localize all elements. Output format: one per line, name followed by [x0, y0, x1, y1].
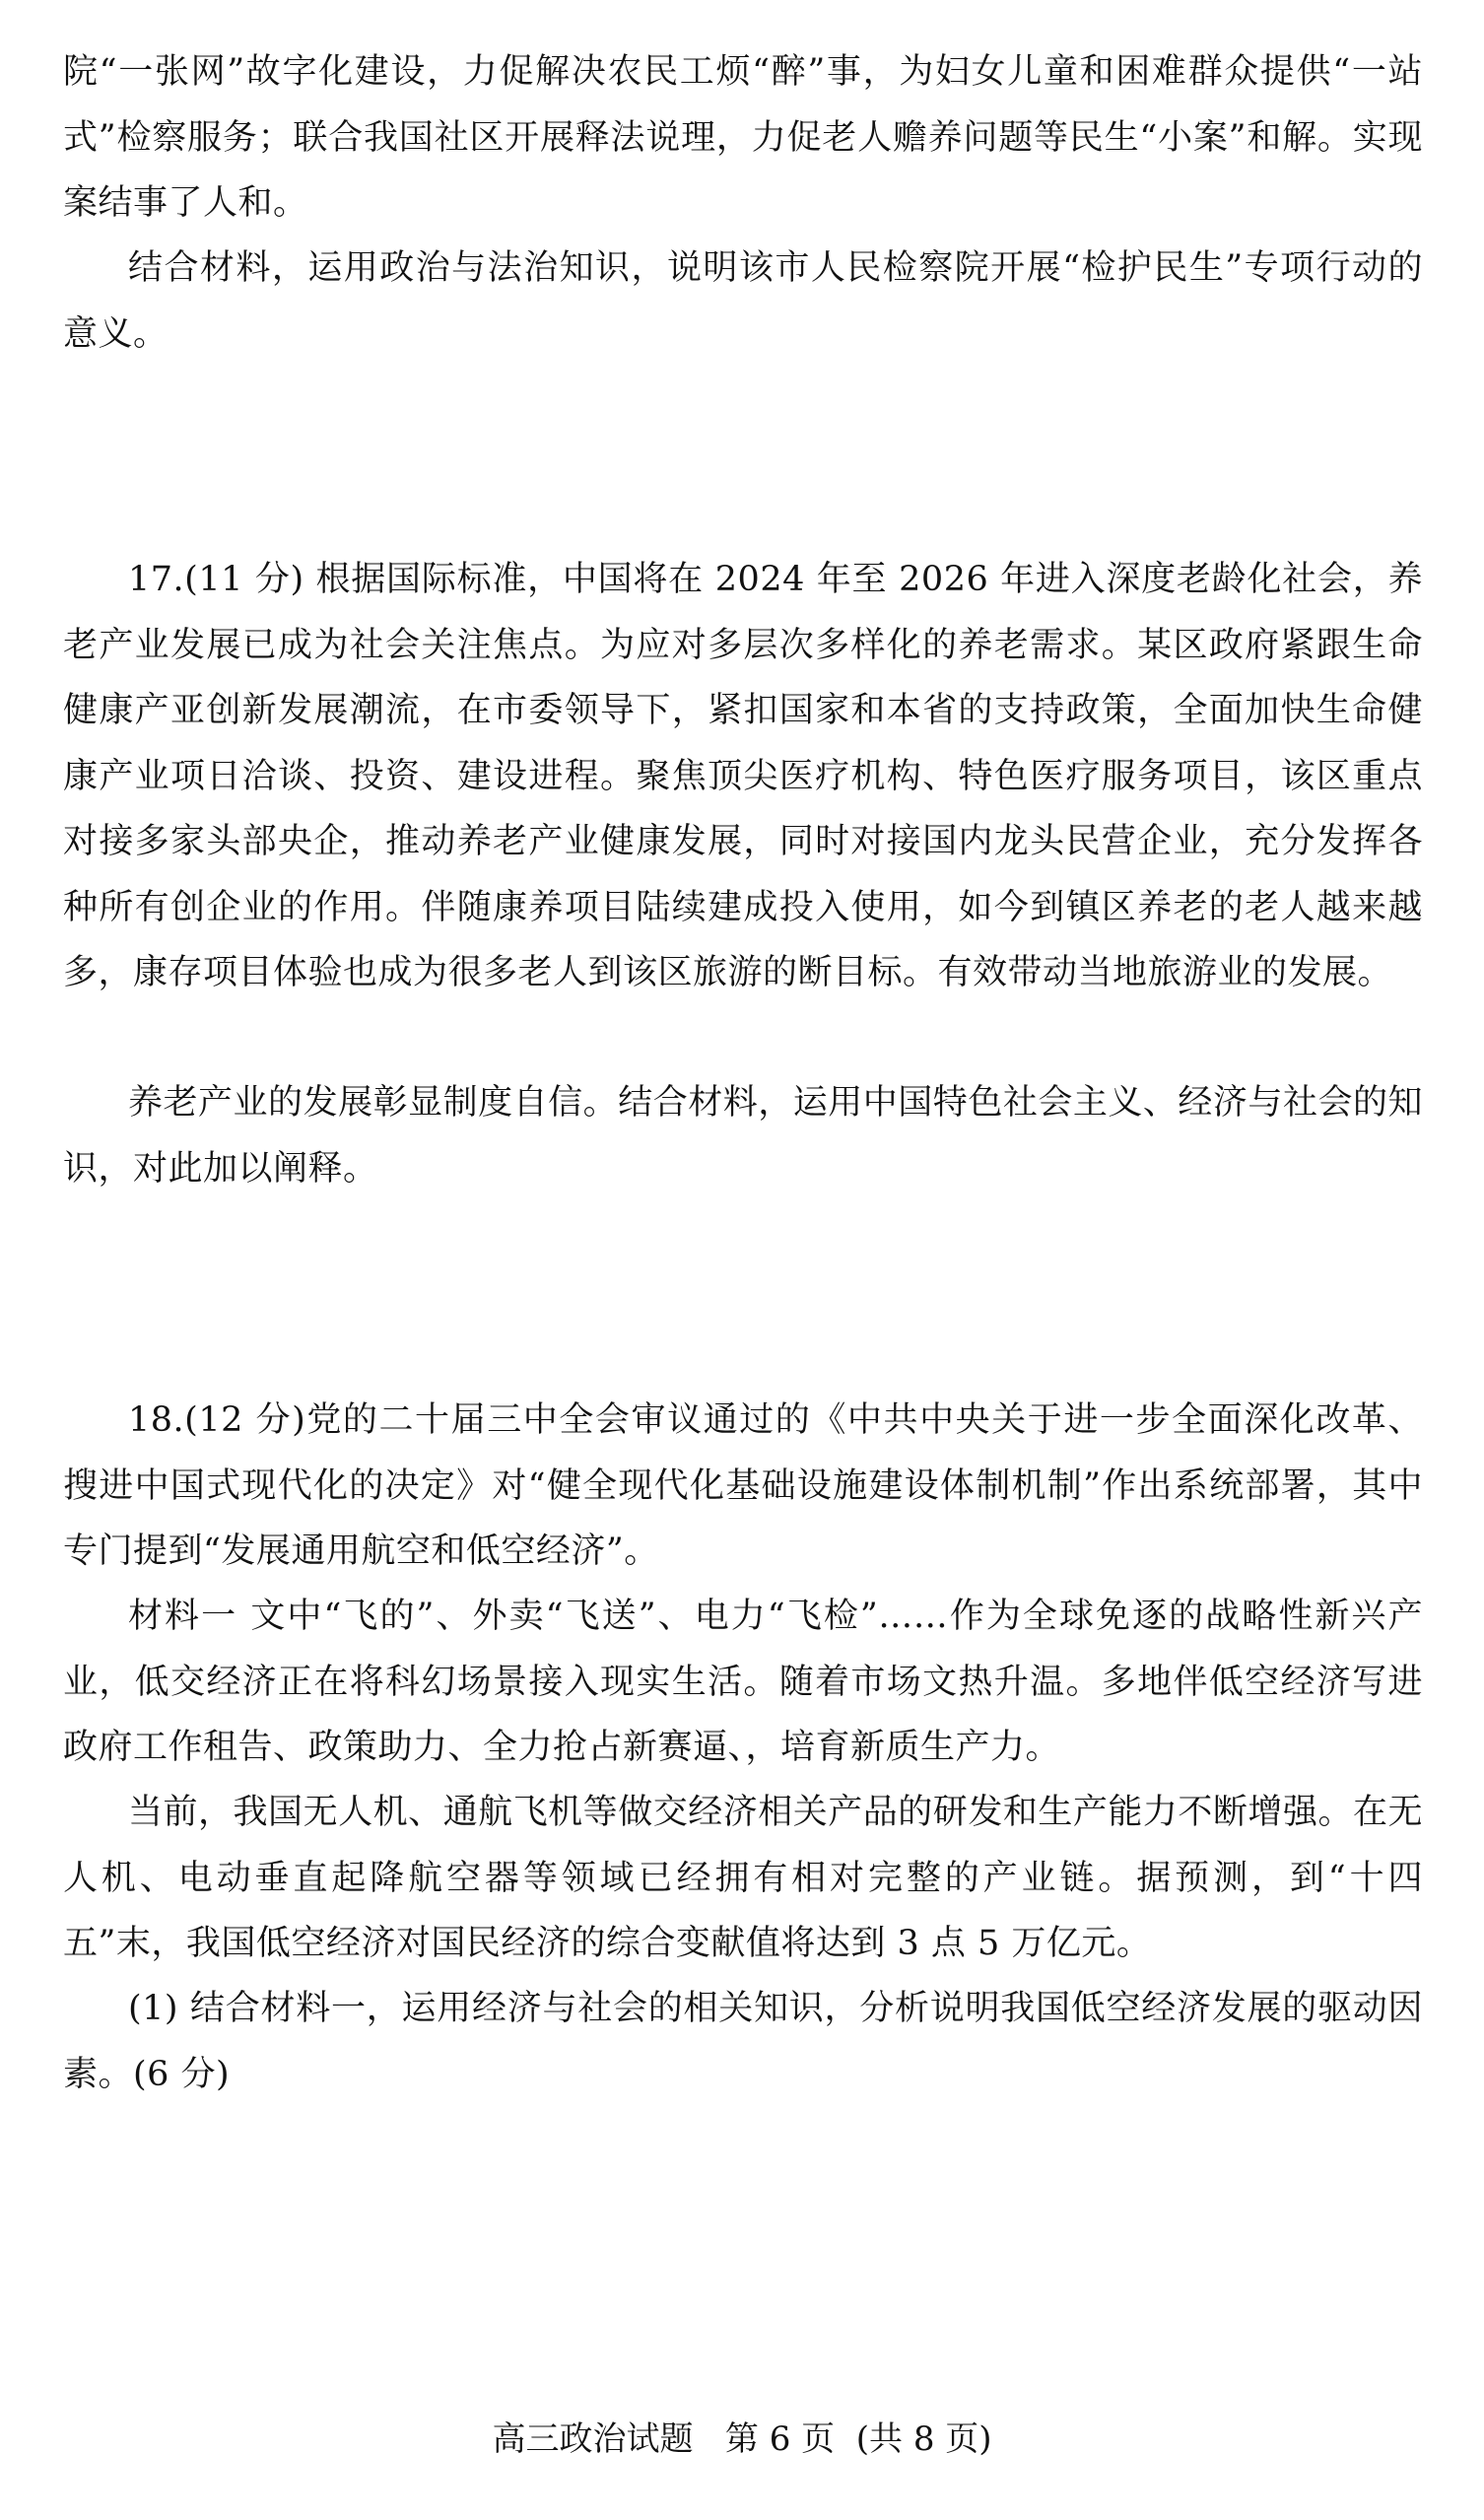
question-17-material: 17.(11 分) 根据国际标准，中国将在 2024 年至 2026 年进入深度老龄化社会，养老产业发展已成为社会关注焦点。为应对多层次多样化的养老需求。某区政府紧跟生命健康产亚创新发展潮流，在市委领导下，紧扣国家和本省的支持政策，全面加快生命健康产业项日洽谈、投资、建设进程。聚焦顶尖医疗机构、特色医疗服务项目，该区重点对接多家头部央企，推动养老产业健康发展，同时对接国内龙头民营企业，充分发挥各种所有创企业的作用。伴随康养项目陆续建成投入使用，如今到镇区养老的老人越来越多，康存项目体验也成为很多老人到该区旅游的断目标。有效带动当地旅游业的发展。	[63, 560, 1423, 992]
page-footer: 高三政治试题 第 6 页 (共 8 页)	[492, 2419, 992, 2459]
paragraph-continued-material: 院“一张网”故字化建设，力促解决农民工烦“醉”事，为妇女儿童和困难群众提供“一站式”检察服务；联合我国社区开展释法说理，力促老人赡养问题等民生“小案”和解。实现案结事了人和。	[63, 52, 1423, 223]
question-17-task: 养老产业的发展彰显制度自信。结合材料，运用中国特色社会主义、经济与社会的知识，对此加以阐释。	[63, 1083, 1423, 1189]
question-18-material-1-continued: 当前，我国无人机、通航飞机等做交经济相关产品的研发和生产能力不断增强。在无人机、电动垂直起降航空器等领域已经拥有相对完整的产业链。据预测，到“十四五”末，我国低空经济对国民经济的综合变献值将达到 3 点 5 万亿元。	[63, 1793, 1423, 1963]
question-18-intro: 18.(12 分)党的二十届三中全会审议通过的《中共中央关于进一步全面深化改革、搜进中国式现代化的决定》对“健全现代化基础设施建设体制机制”作出系统部署，其中专门提到“发展通用航空和低空经济”。	[63, 1400, 1423, 1571]
question-18-part-1: (1) 结合材料一，运用经济与社会的相关知识，分析说明我国低空经济发展的驱动因素。(6 分)	[63, 1989, 1423, 2094]
question-18-material-1: 材料一 文中“飞的”、外卖“飞送”、电力“飞检”……作为全球免逐的战略性新兴产业，低交经济正在将科幻场景接入现实生活。随着市场文热升温。多地伴低空经济写进政府工作租告、政策助力、全力抢占新赛逼、，培育新质生产力。	[63, 1597, 1423, 1767]
paragraph-question-16-task: 结合材料，运用政治与法治知识，说明该市人民检察院开展“检护民生”专项行动的意义。	[63, 248, 1423, 354]
